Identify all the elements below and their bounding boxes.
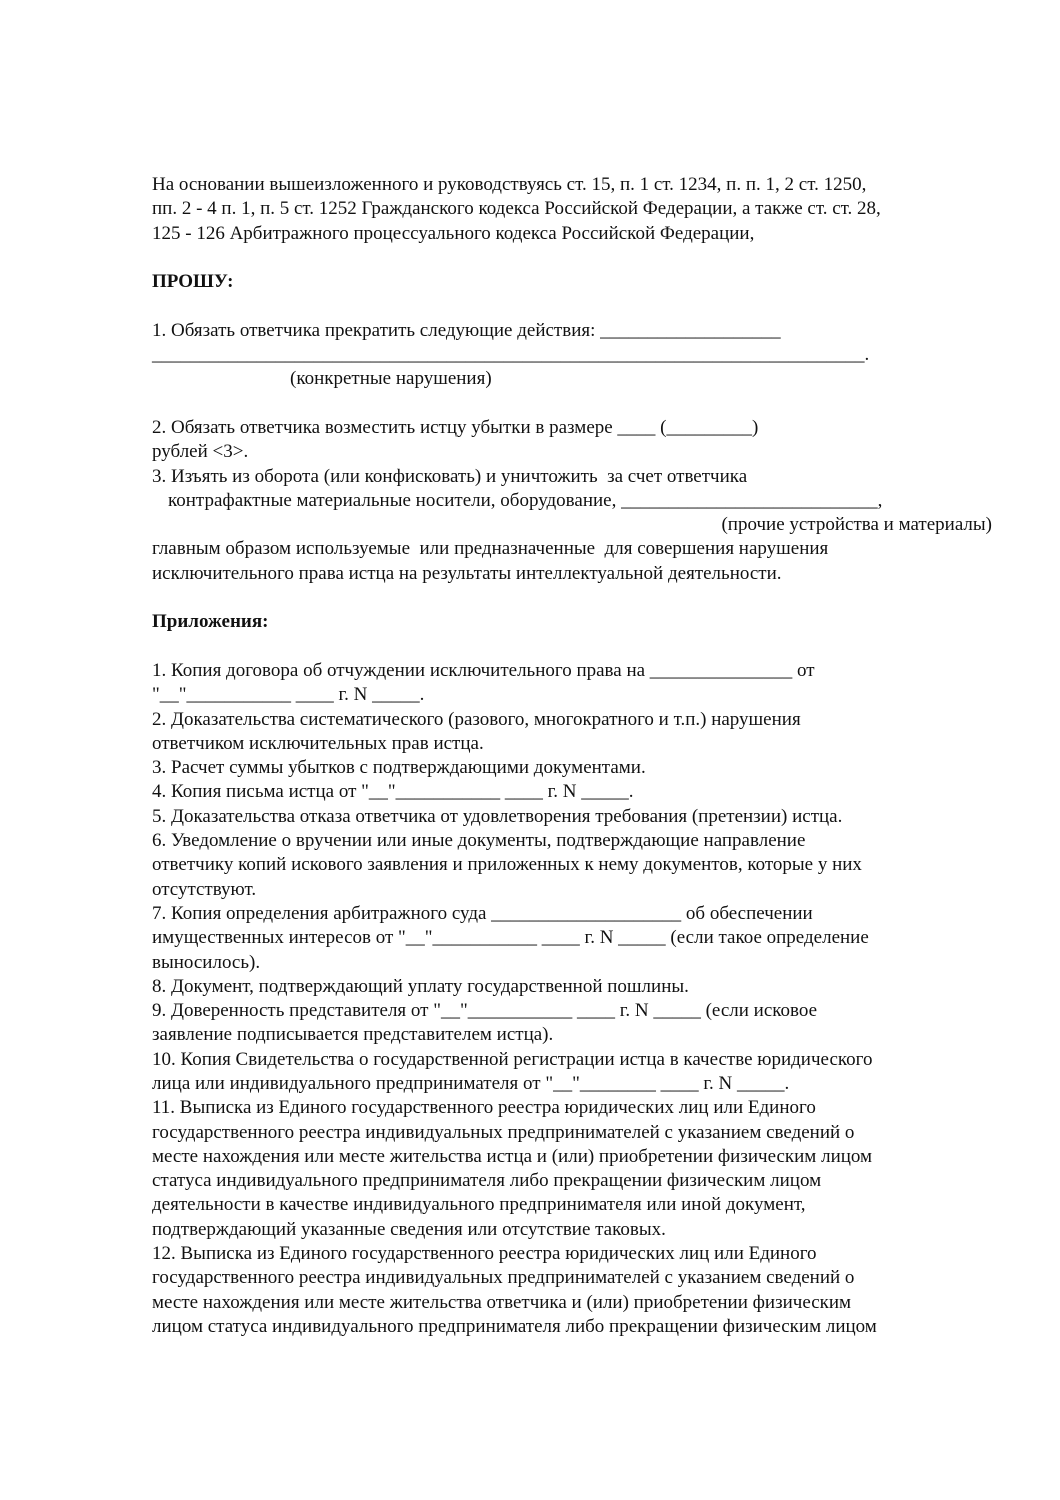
attachment-line: месте нахождения или месте жительства истца и (или) приобретении физическим лицом [152,1145,873,1167]
attachment-line: лицом статуса индивидуального предпринимателя либо прекращении физическим лицом [152,1315,877,1337]
attachment-line: отсутствуют. [152,878,257,900]
attachment-line: подтверждающий указанные сведения или отсутствие таковых. [152,1218,666,1240]
attachment-line: "__"___________ ____ г. N _____. [152,684,425,706]
attachment-line: 3. Расчет суммы убытков с подтверждающими документами. [152,757,646,779]
attachment-line: 11. Выписка из Единого государственного реестра юридических лиц или Единого [152,1097,816,1119]
request-item-3-cont: исключительного права истца на результаты интеллектуальной деятельности. [152,562,782,584]
request-item-2-cont: рублей <3>. [152,441,249,463]
attachments-heading: Приложения: [152,611,269,633]
attachment-line: 7. Копия определения арбитражного суда ____________________ об обеспечении [152,902,813,924]
request-item-1: 1. Обязать ответчика прекратить следующие действия: ___________________ [152,319,781,341]
attachment-line: 5. Доказательства отказа ответчика от удовлетворения требования (претензии) истца. [152,805,843,827]
request-item-1-caption: (конкретные нарушения) [290,368,492,390]
request-item-3-caption: (прочие устройства и материалы) [721,514,992,536]
attachment-line: заявление подписывается представителем истца). [152,1024,554,1046]
attachment-line: ответчиком исключительных прав истца. [152,732,484,754]
attachment-line: 12. Выписка из Единого государственного реестра юридических лиц или Единого [152,1243,817,1265]
request-heading: ПРОШУ: [152,271,234,293]
spacer [152,246,992,270]
attachment-line: государственного реестра индивидуальных предпринимателей с указанием сведений о [152,1267,855,1289]
attachment-line: выносилось). [152,951,261,973]
attachment-line: месте нахождения или месте жительства ответчика и (или) приобретении физическим [152,1291,852,1313]
attachment-line: лица или индивидуального предпринимателя от "__"________ ____ г. N _____. [152,1072,790,1094]
attachment-line: 9. Доверенность представителя от "__"___________ ____ г. N _____ (если исковое [152,1000,818,1022]
intro-line: пп. 2 - 4 п. 1, п. 5 ст. 1252 Гражданского кодекса Российской Федерации, а также ст. ст. 28, [152,198,881,220]
spacer [152,586,992,610]
document-body [152,173,992,1339]
attachment-line: имущественных интересов от "__"___________ ____ г. N _____ (если такое определение [152,927,869,949]
request-item-3-cont: главным образом используемые или предназначенные для совершения нарушения [152,538,829,560]
attachment-line: 2. Доказательства систематического (разового, многократного и т.п.) нарушения [152,708,801,730]
request-item-2: 2. Обязать ответчика возместить истцу убытки в размере ____ (_________) [152,416,759,438]
attachment-line: 1. Копия договора об отчуждении исключительного права на _______________ от [152,659,815,681]
attachment-line: 8. Документ, подтверждающий уплату государственной пошлины. [152,975,689,997]
request-item-3: 3. Изъять из оборота (или конфисковать) и уничтожить за счет ответчика [152,465,748,487]
spacer [152,392,992,416]
spacer [152,294,992,318]
attachment-line: ответчику копий искового заявления и приложенных к нему документов, которые у них [152,854,862,876]
attachment-line: 6. Уведомление о вручении или иные документы, подтверждающие направление [152,830,806,852]
attachment-line: статуса индивидуального предпринимателя либо прекращении физическим лицом [152,1170,822,1192]
request-item-3-cont: контрафактные материальные носители, оборудование, ___________________________, [168,489,883,511]
attachment-line: 4. Копия письма истца от "__"___________ ____ г. N _____. [152,781,634,803]
attachment-line: деятельности в качестве индивидуального предпринимателя или иной документ, [152,1194,806,1216]
intro-line: 125 - 126 Арбитражного процессуального кодекса Российской Федерации, [152,222,755,244]
attachment-line: 10. Копия Свидетельства о государственной регистрации истца в качестве юридического [152,1048,873,1070]
intro-line: На основании вышеизложенного и руководствуясь ст. 15, п. 1 ст. 1234, п. п. 1, 2 ст. 1250, [152,174,867,195]
request-item-1-blank-line: ___________________________________________________________________________. [152,344,870,366]
attachment-line: государственного реестра индивидуальных предпринимателей с указанием сведений о [152,1121,855,1143]
spacer [152,635,992,659]
